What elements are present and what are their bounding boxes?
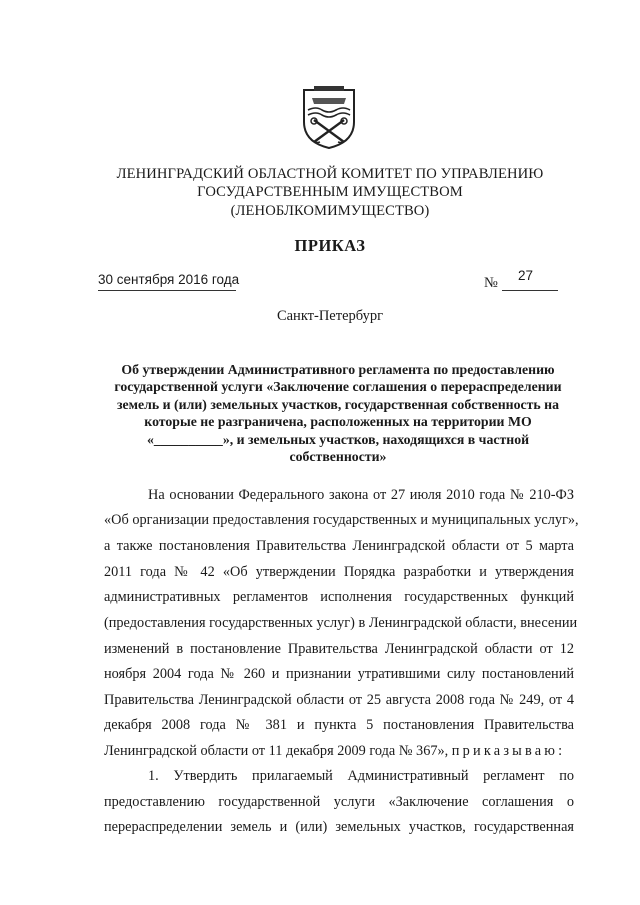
subject-line: государственной услуги «Заключение соглашения о перераспределении [114, 379, 562, 394]
coat-of-arms-leningrad-oblast-icon [300, 86, 358, 150]
item-1-line: предоставлению государственной услуги «Заключение соглашения о [104, 794, 574, 810]
subject-line: земель и (или) земельных участков, государственная собственность на [116, 397, 559, 412]
org-name-line-3: (ЛЕНОБЛКОМИМУЩЕСТВО) [230, 203, 430, 219]
number-label: № [484, 275, 498, 291]
number-underline [502, 290, 558, 291]
body-line: а также постановления Правительства Ленинградской области от 5 марта [104, 538, 574, 554]
subject-line: Об утверждении Административного регламента по предоставлению [121, 362, 555, 377]
body-line-last [104, 743, 574, 760]
order-number: 27 [518, 268, 534, 283]
subject-line: «__________», и земельных участков, находящихся в частной [146, 432, 530, 447]
document-title: ПРИКАЗ [294, 236, 366, 255]
body-line: изменений в постановление Правительства Ленинградской области от 12 [104, 641, 574, 657]
city: Санкт-Петербург [276, 308, 384, 324]
date-underline [98, 290, 236, 291]
body-line: На основании Федерального закона от 27 июля 2010 года № 210-ФЗ [148, 487, 574, 503]
item-1-line: 1. Утвердить прилагаемый Административный регламент по [148, 768, 574, 784]
body-line: (предоставления государственных услуг) в Ленинградской области, внесении [104, 615, 578, 631]
body-line: административных регламентов исполнения государственных функций [104, 589, 574, 605]
body-line: «Об организации предоставления государственных и муниципальных услуг», [104, 512, 579, 528]
body-line: ноября 2004 года № 260 и признании утратившими силу постановлений [104, 666, 574, 682]
subject-line: собственности» [289, 449, 387, 464]
body-line: Правительства Ленинградской области от 25 августа 2008 года № 249, от 4 [104, 692, 574, 708]
subject-line: которые не разграничена, расположенных на территории МО [144, 414, 532, 429]
order-word: приказываю: [451, 743, 566, 759]
org-name-line-1: ЛЕНИНГРАДСКИЙ ОБЛАСТНОЙ КОМИТЕТ ПО УПРАВЛЕНИЮ [116, 166, 544, 182]
order-date: 30 сентября 2016 года [98, 272, 240, 287]
item-1-line: перераспределении земель и (или) земельных участков, государственная [104, 819, 574, 835]
org-name-line-2: ГОСУДАРСТВЕННЫМ ИМУЩЕСТВОМ [197, 184, 463, 200]
body-line: 2011 года № 42 «Об утверждении Порядка разработки и утверждения [104, 564, 574, 580]
body-line: декабря 2008 года № 381 и пункта 5 постановления Правительства [104, 717, 574, 733]
body-text: Ленинградской области от 11 декабря 2009 года № 367», [104, 743, 449, 759]
